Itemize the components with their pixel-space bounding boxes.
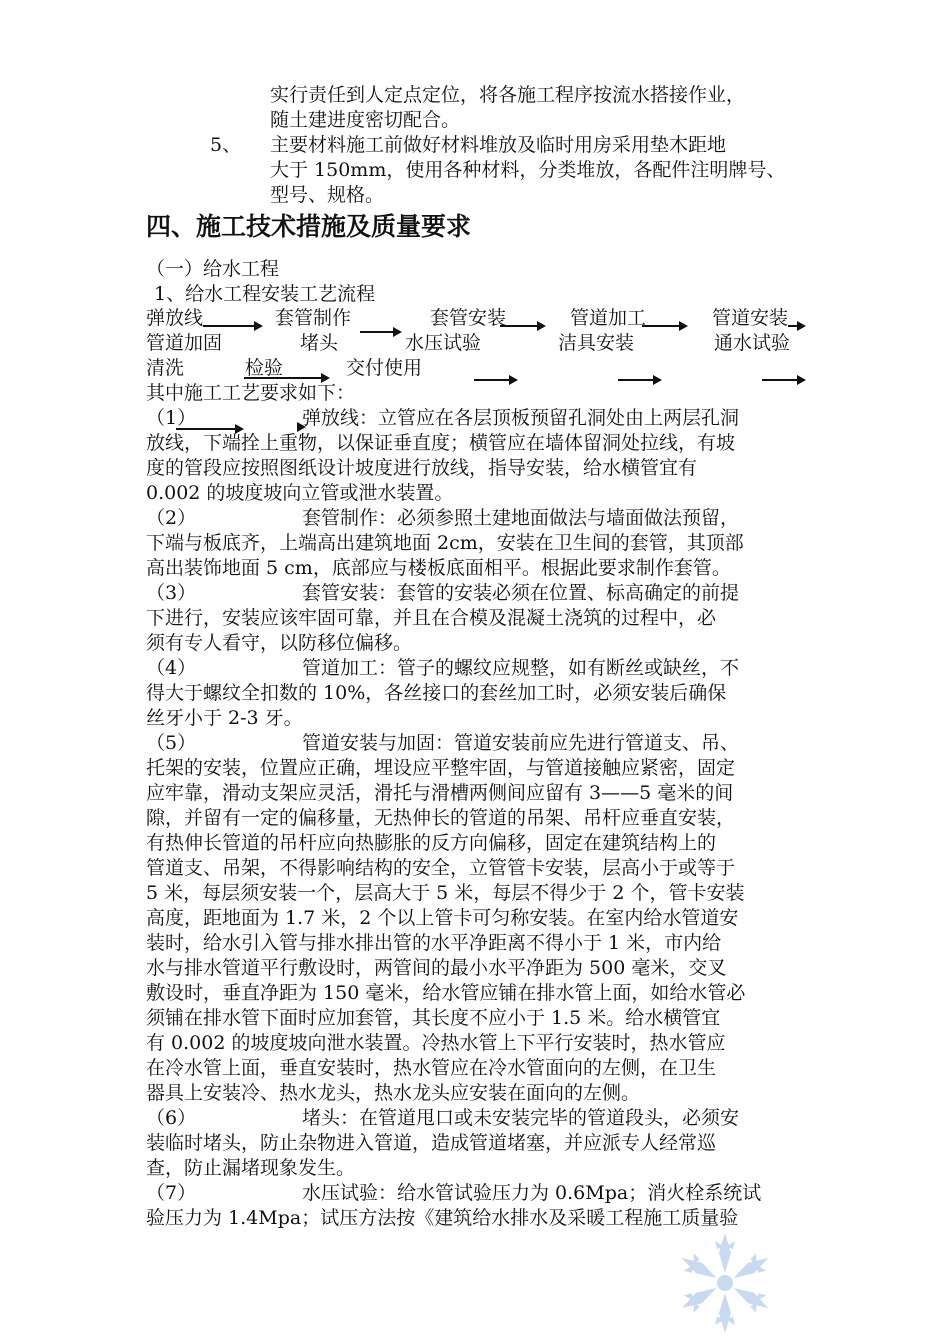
para-line: 下进行，安装应该牢固可靠，并且在合模及混凝土浇筑的过程中，必 bbox=[146, 607, 717, 629]
flow-step: 套管制作 bbox=[275, 307, 352, 329]
flow-step: 管道加工 bbox=[570, 307, 647, 329]
item5-line-1: 主要材料施工前做好材料堆放及临时用房采用垫木距地 bbox=[270, 134, 727, 156]
para-line: 弹放线：立管应在各层顶板预留孔洞处由上两层孔洞 bbox=[302, 407, 740, 429]
flow-step: 交付使用 bbox=[346, 357, 423, 379]
para-line: 托架的安装，位置应正确，埋设应平整牢固，与管道接触应紧密，固定 bbox=[146, 757, 736, 779]
para-line: 高度，距地面为 1.7 米，2 个以上管卡可匀称安装。在室内给水管道安 bbox=[146, 907, 739, 929]
para-line: 5 米，每层须安装一个，层高大于 5 米，每层不得少于 2 个，管卡安装 bbox=[146, 882, 745, 904]
para-line: 放线，下端拴上重物，以保证垂直度；横管应在墙体留洞处拉线，有坡 bbox=[146, 432, 736, 454]
section-title: 四、施工技术措施及质量要求 bbox=[146, 212, 472, 241]
flow-step: 检验 bbox=[245, 357, 284, 379]
para-line: 装临时堵头，防止杂物进入管道，造成管道堵塞，并应派专人经常巡 bbox=[146, 1132, 717, 1154]
flow-title: 1、给水工程安装工艺流程 bbox=[154, 283, 376, 305]
para-line: 应牢靠，滑动支架应灵活，滑托与滑槽两侧间应留有 3——5 毫米的间 bbox=[146, 782, 734, 804]
flow-step: 堵头 bbox=[300, 332, 339, 354]
para-line: 堵头：在管道甩口或未安装完毕的管道段头，必须安 bbox=[302, 1107, 740, 1129]
flow-arrow bbox=[474, 379, 516, 381]
flow-arrow bbox=[788, 325, 804, 327]
flow-step: 管道安装 bbox=[712, 307, 789, 329]
para-line: 套管安装：套管的安装必须在位置、标高确定的前提 bbox=[302, 582, 740, 604]
flow-arrow bbox=[762, 379, 804, 381]
para-line: 装时，给水引入管与排水排出管的水平净距离不得小于 1 米，市内给 bbox=[146, 932, 722, 954]
flow-step: 洁具安装 bbox=[558, 332, 635, 354]
para-number: （6） bbox=[146, 1107, 197, 1129]
para-line: 管道加工：管子的螺纹应规整，如有断丝或缺丝，不 bbox=[302, 657, 740, 679]
para-line: 查，防止漏堵现象发生。 bbox=[146, 1157, 356, 1179]
para-number: （5） bbox=[146, 732, 197, 754]
item5-line-2: 大于 150mm，使用各种材料，分类堆放，各配件注明牌号、 bbox=[270, 159, 786, 181]
para-line: 水压试验：给水管试验压力为 0.6Mpa；消火栓系统试 bbox=[302, 1182, 762, 1204]
item5-number: 5、 bbox=[210, 134, 242, 156]
subsection-title: （一）给水工程 bbox=[146, 258, 280, 280]
flow-step: 弹放线 bbox=[146, 307, 204, 329]
para-line: 器具上安装冷、热水龙头，热水龙头应安装在面向的左侧。 bbox=[146, 1082, 641, 1104]
flow-arrow bbox=[203, 325, 261, 327]
requirements-intro: 其中施工工艺要求如下： bbox=[146, 382, 356, 404]
intro-line-2: 随土建进度密切配合。 bbox=[270, 109, 461, 131]
flow-step: 清洗 bbox=[146, 357, 185, 379]
para-line: 有热伸长管道的吊杆应向热膨胀的反方向偏移，固定在建筑结构上的 bbox=[146, 832, 717, 854]
para-line: 敷设时，垂直净距为 150 毫米，给水管应铺在排水管上面，如给水管必 bbox=[146, 982, 746, 1004]
snowflake-watermark-icon bbox=[670, 1228, 780, 1338]
para-number: （7） bbox=[146, 1182, 197, 1204]
flow-step: 水压试验 bbox=[405, 332, 482, 354]
flow-arrow bbox=[642, 325, 686, 327]
para-line: 套管制作：必须参照土建地面做法与墙面做法预留， bbox=[302, 507, 740, 529]
para-line: 隙，并留有一定的偏移量，无热伸长的管道的吊架、吊杆应垂直安装， bbox=[146, 807, 736, 829]
flow-arrow bbox=[618, 379, 660, 381]
para-line: 验压力为 1.4Mpa；试压方法按《建筑给水排水及采暖工程施工质量验 bbox=[146, 1207, 739, 1229]
para-line: 须有专人看守，以防移位偏移。 bbox=[146, 632, 413, 654]
para-number: （1） bbox=[146, 407, 197, 429]
para-number: （3） bbox=[146, 582, 197, 604]
para-line: 0.002 的坡度坡向立管或泄水装置。 bbox=[146, 482, 454, 504]
para-line: 高出装饰地面 5 cm，底部应与楼板底面相平。根据此要求制作套管。 bbox=[146, 557, 731, 579]
para-line: 管道安装与加固：管道安装前应先进行管道支、吊、 bbox=[302, 732, 740, 754]
para-line: 水与排水管道平行敷设时，两管间的最小水平净距为 500 毫米，交叉 bbox=[146, 957, 727, 979]
intro-line-1: 实行责任到人定点定位，将各施工程序按流水搭接作业， bbox=[270, 84, 746, 106]
flow-arrow bbox=[244, 377, 328, 379]
para-line: 度的管段应按照图纸设计坡度进行放线，指导安装，给水横管宜有 bbox=[146, 457, 698, 479]
para-line: 在冷水管上面，垂直安装时，热水管应在冷水管面向的左侧，在卫生 bbox=[146, 1057, 717, 1079]
item5-line-3: 型号、规格。 bbox=[270, 184, 385, 206]
flow-arrow bbox=[500, 325, 544, 327]
para-number: （4） bbox=[146, 657, 197, 679]
para-line: 管道支、吊架，不得影响结构的安全，立管管卡安装，层高小于或等于 bbox=[146, 857, 736, 879]
para-line: 丝牙小于 2-3 牙。 bbox=[146, 707, 303, 729]
para-line: 须铺在排水管下面时应加套管，其长度不应小于 1.5 米。给水横管宜 bbox=[146, 1007, 721, 1029]
flow-arrow bbox=[360, 331, 400, 333]
para-number: （2） bbox=[146, 507, 197, 529]
flow-step: 套管安装 bbox=[430, 307, 507, 329]
para-line: 下端与板底齐，上端高出建筑地面 2cm，安装在卫生间的套管，其顶部 bbox=[146, 532, 744, 554]
flow-step: 管道加固 bbox=[146, 332, 223, 354]
para-line: 有 0.002 的坡度坡向泄水装置。冷热水管上下平行安装时，热水管应 bbox=[146, 1032, 726, 1054]
flow-step: 通水试验 bbox=[714, 332, 791, 354]
para-line: 得大于螺纹全扣数的 10%，各丝接口的套丝加工时，必须安装后确保 bbox=[146, 682, 727, 704]
